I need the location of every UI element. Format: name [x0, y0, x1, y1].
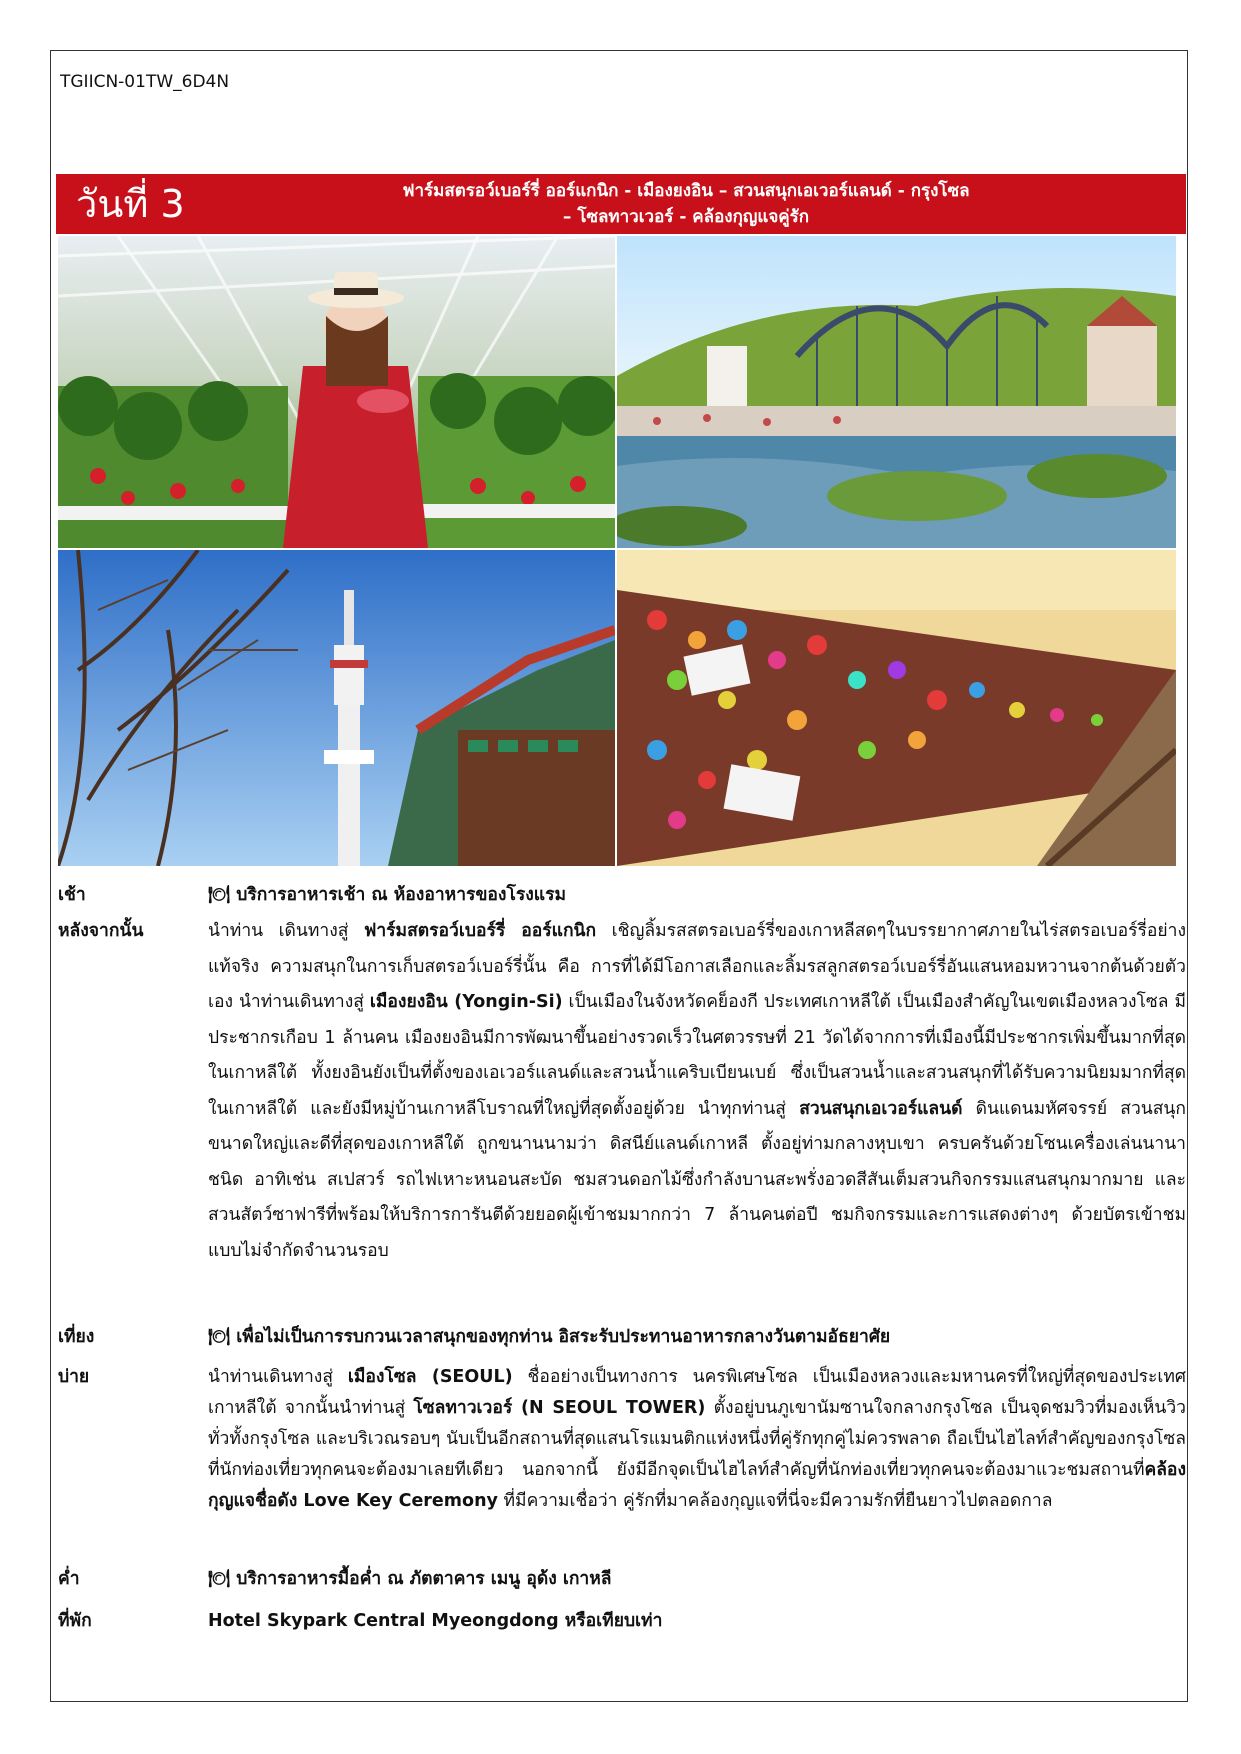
day-title-line1: ฟาร์มสตรอว์เบอร์รี่ ออร์แกนิก - เมืองยงอิน – สวนสนุกเอเวอร์แลนด์ - กรุงโซล: [402, 181, 970, 201]
day-title-line2: – โซลทาวเวอร์ - คล้องกุญแจคู่รัก: [562, 207, 810, 227]
label-after: หลังจากนั้น: [58, 921, 144, 941]
place-n-seoul-tower: โซลทาวเวอร์ (N SEOUL TOWER): [413, 1398, 706, 1418]
everland-photo: [617, 236, 1176, 548]
label-dinner: ค่ำ: [58, 1569, 80, 1589]
place-everland: สวนสนุกเอเวอร์แลนด์: [799, 1098, 963, 1119]
meal-icon: 🍽: [208, 1569, 231, 1589]
dinner-desc: บริการอาหารมื้อค่ำ ณ ภัตตาคาร เมนู อุด้ง เกาหลี: [236, 1569, 612, 1589]
day-label: วันที่ 3: [76, 182, 185, 226]
breakfast-desc: บริการอาหารเช้า ณ ห้องอาหารของโรงแรม: [236, 885, 567, 905]
place-love-key: คล้องกุญแจชื่อดัง Love Key Ceremony: [208, 1460, 1186, 1511]
day-title: [276, 178, 1096, 230]
meal-icon: 🍽: [208, 885, 231, 905]
label-afternoon: บ่าย: [58, 1367, 90, 1387]
place-yongin: เมืองยงอิน (Yongin-Si): [369, 992, 563, 1012]
place-strawberry-farm: ฟาร์มสตรอว์เบอร์รี่ ออร์แกนิก: [363, 921, 597, 941]
label-hotel: ที่พัก: [58, 1611, 92, 1631]
lunch-text: [208, 1320, 1186, 1356]
label-breakfast: เช้า: [58, 885, 86, 905]
love-locks-photo: [617, 550, 1176, 866]
n-seoul-tower-photo: [58, 550, 615, 866]
lunch-desc: เพื่อไม่เป็นการรบกวนเวลาสนุกของทุกท่าน อิสระรับประทานอาหารกลางวันตามอัธยาศัย: [236, 1327, 891, 1347]
tour-code: TGIICN-01TW_6D4N: [60, 72, 230, 92]
after-text: นำท่าน เดินทางสู่ ฟาร์มสตรอว์เบอร์รี่ ออร์แกนิก เชิญลิ้มรสสตรอเบอร์รี่ของเกาหลีสดๆในบรรยากาศภายในไร่สตรอเบอร์รี่อย่างแท้จริง ความสนุกในการเก็บสตรอว์เบอร์รี่นั้น คือ การที่ได้มีโอกาสเลือกและลิ้มรสลูกสตรอว์เบอร์รี่อันแสนหอมหวานจากต้นด้วยตัวเอง นำท่านเดินทางสู่ เมืองยงอิน (Yongin-Si) เป็นเมืองในจังหวัดคย็องกี ประเทศเกาหลีใต้ เป็นเมืองสำคัญในเขตเมืองหลวงโซล มีประชากรเกือบ 1 ล้านคน เมืองยงอินมีการพัฒนาขึ้นอย่างรวดเร็วในศตวรรษที่ 21 วัดได้จากการที่เมืองนี้มีประชากรเพิ่มขึ้นมากที่สุดในเกาหลีใต้ ทั้งยงอินยังเป็นที่ตั้งของเอเวอร์แลนด์และสวนน้ำแคริบเบียนเบย์ ซึ่งเป็นสวนน้ำและสวนสนุกที่ได้รับความนิยมมากที่สุดในเกาหลีใต้ และยังมีหมู่บ้านเกาหลีโบราณที่ใหญ่ที่สุดตั้งอยู่ด้วย นำทุกท่านสู่ สวนสนุกเอเวอร์แลนด์ ดินแดนมหัศจรรย์ สวนสนุกขนาดใหญ่และดีที่สุดของเกาหลีใต้ ถูกขนานนามว่า ดิสนีย์แลนด์เกาหลี ตั้งอยู่ท่ามกลางหุบเขา ครบครันด้วยโซนเครื่องเล่นนานาชนิด อาทิเช่น สเปสวร์ รถไฟเหาะหนอนสะบัด ชมสวนดอกไม้ซึ่งกำลังบานสะพรั่งอวดสีสันเต็มสวนกิจกรรมแสนสนุกมากมาย และสวนสัตว์ซาฟารีที่พร้อมให้บริการการันตีด้วยยอดผู้เข้าชมมากกว่า 7 ล้านคนต่อปี ชมกิจกรรมและการแสดงต่างๆ ด้วยบัตรเข้าชมแบบไม่จำกัดจำนวนรอบ: [208, 921, 1187, 1261]
hotel-text: Hotel Skypark Central Myeongdong หรือเทียบเท่า: [208, 1611, 663, 1631]
place-seoul: เมืองโซล (SEOUL): [347, 1367, 513, 1387]
meal-icon: 🍽: [208, 1327, 231, 1347]
dinner-text: [208, 1562, 1186, 1598]
strawberry-farm-photo: [58, 236, 615, 548]
day-banner: [56, 174, 1186, 234]
afternoon-text: นำท่านเดินทางสู่ เมืองโซล (SEOUL) ชื่ออย่างเป็นทางการ นครพิเศษโซล เป็นเมืองหลวงและมหานครที่ใหญ่ที่สุดของประเทศเกาหลีใต้ จากนั้นนำท่านสู่ โซลทาวเวอร์ (N SEOUL TOWER) ตั้งอยู่บนภูเขานัมซานใจกลางกรุงโซล เป็นจุดชมวิวที่มองเห็นวิวทั่วทั้งกรุงโซล และบริเวณรอบๆ นับเป็นอีกสถานที่สุดแสนโรแมนติกแห่งหนึ่งที่คู่รักทุกคู่ไม่ควรพลาด ถือเป็นไฮไลท์สำคัญของกรุงโซลที่นักท่องเที่ยวทุกคนจะต้องมาเลยทีเดียว นอกจากนี้ ยังมีอีกจุดเป็นไฮไลท์สำคัญที่นักท่องเที่ยวทุกคนจะต้องมาแวะชมสถานที่คล้องกุญแจชื่อดัง Love Key Ceremony ที่มีความเชื่อว่า คู่รักที่มาคล้องกุญแจที่นี่จะมีความรักที่ยืนยาวไปตลอดกาล: [208, 1367, 1187, 1511]
breakfast-text: [208, 878, 1186, 914]
label-lunch: เที่ยง: [58, 1327, 95, 1347]
